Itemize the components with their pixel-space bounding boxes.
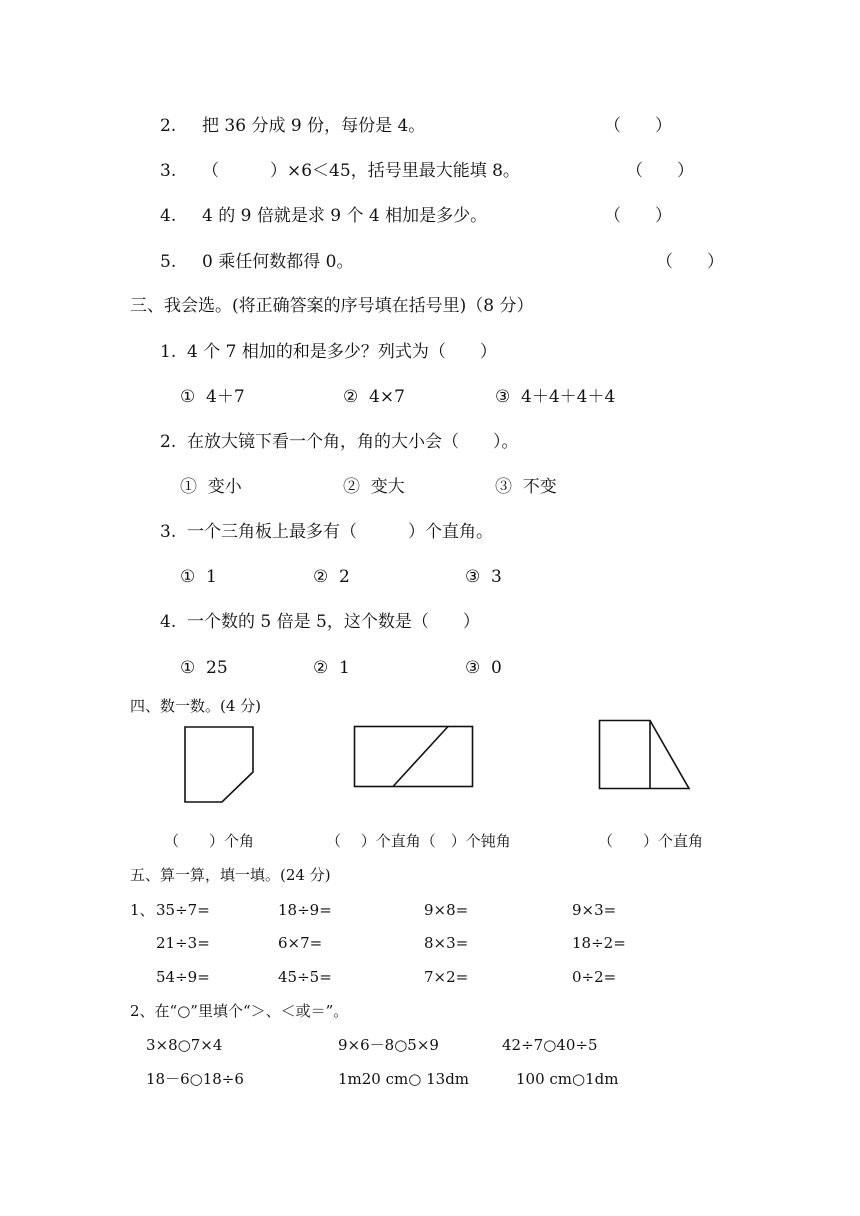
calc-problem[interactable]: 6×7= [278,934,323,952]
choose-q3-option-3[interactable]: ③ 3 [465,567,502,587]
calc-problem[interactable]: 35÷7= [156,901,210,919]
judge-item-4-number: 4. [160,206,177,226]
compare-problem[interactable]: 9×6－8○5×9 [338,1036,439,1054]
choose-question-1: 1. 4 个 7 相加的和是多少？列式为（ ） [160,342,497,362]
choose-q1-option-3[interactable]: ③ 4＋4＋4＋4 [495,387,616,407]
choose-q3-option-2[interactable]: ② 2 [313,567,350,587]
calc-problem[interactable]: 54÷9= [156,968,210,986]
judge-item-4-text: 4 的 9 倍就是求 9 个 4 相加是多少。 [202,206,488,226]
choose-q3-option-1[interactable]: ① 1 [180,567,217,587]
judge-item-4-answer-paren[interactable]: （ ） [604,206,672,226]
choose-q1-option-1[interactable]: ① 4＋7 [180,387,245,407]
compare-problem[interactable]: 100 cm○1dm [516,1070,619,1088]
calc-problem[interactable]: 9×3= [572,901,617,919]
calc-problem[interactable]: 45÷5= [278,968,332,986]
judge-item-3-text: （ ）×6＜45，括号里最大能填 8。 [202,161,520,181]
count-heading: 四、数一数。(4 分) [130,697,262,715]
choose-q4-option-2[interactable]: ② 1 [313,658,350,678]
count-label-right-obtuse: （ ）个直角（ ）个钝角 [326,832,511,850]
count-label-right-angles: （ ）个直角 [598,832,704,850]
pentagon-figure [180,722,260,807]
choose-question-4: 4. 一个数的 5 倍是 5，这个数是（ ） [160,612,480,632]
choose-q2-option-3[interactable]: ③ 不变 [495,477,557,497]
choose-q1-option-2[interactable]: ② 4×7 [343,387,405,407]
calc-problem[interactable]: 0÷2= [572,968,617,986]
choose-question-3: 3. 一个三角板上最多有（ ）个直角。 [160,522,494,542]
calc-problem[interactable]: 9×8= [424,901,469,919]
calc-problem[interactable]: 21÷3= [156,934,210,952]
compare-problem[interactable]: 1m20 cm○ 13dm [338,1070,470,1088]
choose-question-2: 2. 在放大镜下看一个角，角的大小会（ ）。 [160,432,519,452]
calc-part1-prefix: 1、 [130,901,155,919]
compare-problem[interactable]: 42÷7○40÷5 [502,1036,598,1054]
rectangle-triangle-figure [595,716,695,794]
calc-heading: 五、算一算，填一填。(24 分) [130,866,331,884]
compare-problem[interactable]: 3×8○7×4 [146,1036,223,1054]
judge-item-3-answer-paren[interactable]: （ ） [626,161,694,181]
calc-problem[interactable]: 7×2= [424,968,469,986]
choose-heading: 三、我会选。(将正确答案的序号填在括号里)（8 分） [130,296,534,316]
judge-item-2-answer-paren[interactable]: （ ） [604,116,672,136]
compare-problem[interactable]: 18－6○18÷6 [146,1070,244,1088]
judge-item-5-text: 0 乘任何数都得 0。 [202,252,354,272]
judge-item-5-answer-paren[interactable]: （ ） [656,252,724,272]
count-label-angles: （ ）个角 [164,832,255,850]
choose-q4-option-1[interactable]: ① 25 [180,658,228,678]
choose-q2-option-1[interactable]: ① 变小 [180,477,242,497]
calc-part2-title: 2、在“○”里填个“＞、＜或＝”。 [130,1002,349,1020]
divided-rectangle-figure [350,722,478,792]
calc-problem[interactable]: 18÷2= [572,934,626,952]
choose-q2-option-2[interactable]: ② 变大 [343,477,405,497]
judge-item-2-number: 2. [160,116,177,136]
judge-item-3-number: 3. [160,161,177,181]
judge-item-5-number: 5. [160,252,177,272]
judge-item-2-text: 把 36 分成 9 份，每份是 4。 [202,116,426,136]
choose-q4-option-3[interactable]: ③ 0 [465,658,502,678]
calc-problem[interactable]: 8×3= [424,934,469,952]
calc-problem[interactable]: 18÷9= [278,901,332,919]
